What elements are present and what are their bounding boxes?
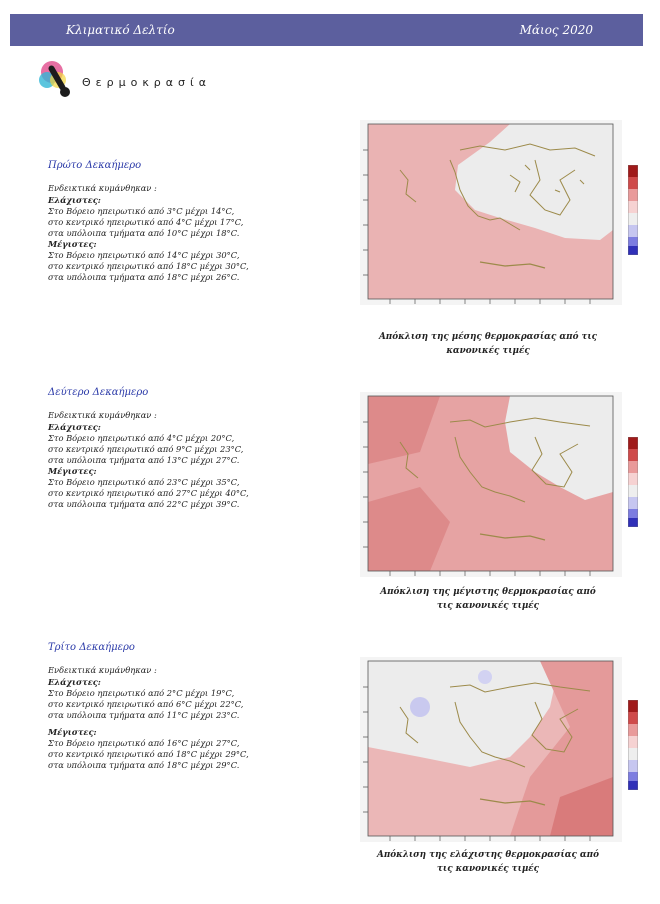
min-line: στα υπόλοιπα τμήματα από 10°C μέχρι 18°C. (48, 228, 240, 238)
intro-text: Ενδεικτικά κυμάνθηκαν : (48, 410, 157, 420)
min-line: στα υπόλοιπα τμήματα από 13°C μέχρι 27°C. (48, 455, 240, 465)
header-bar (10, 14, 643, 46)
max-line: Στο Βόρειο ηπειρωτικό από 14°C μέχρι 30°C, (48, 250, 240, 260)
max-line: στα υπόλοιπα τμήματα από 18°C μέχρι 29°C. (48, 760, 240, 770)
max-line: στα υπόλοιπα τμήματα από 18°C μέχρι 26°C. (48, 272, 240, 282)
map-caption-2: Απόκλιση της μέγιστης θερμοκρασίας από τις κανονικές τιμές (380, 587, 596, 611)
min-line: στο κεντρικό ηπειρωτικό από 9°C μέχρι 23°C, (48, 444, 244, 454)
min-line: Στο Βόρειο ηπειρωτικό από 2°C μέχρι 19°C, (48, 688, 235, 698)
color-scale-legend-1 (628, 165, 638, 255)
min-line: στα υπόλοιπα τμήματα από 11°C μέχρι 23°C. (48, 710, 240, 720)
intro-text: Ενδεικτικά κυμάνθηκαν : (48, 183, 157, 193)
max-label: Μέγιστες: (48, 239, 97, 249)
max-line: Στο Βόρειο ηπειρωτικό από 23°C μέχρι 35°C, (48, 477, 240, 487)
min-label: Ελάχιστες: (48, 195, 101, 205)
color-scale-legend-3 (628, 700, 638, 790)
max-label: Μέγιστες: (48, 466, 97, 476)
period-title: Πρώτο Δεκαήμερο (48, 160, 142, 171)
thermometer-logo-icon (38, 58, 74, 100)
period-block-1 (48, 160, 338, 283)
min-line: Στο Βόρειο ηπειρωτικό από 4°C μέχρι 20°C, (48, 433, 235, 443)
temperature-anomaly-map-2 (360, 392, 622, 577)
min-line: στο κεντρικό ηπειρωτικό από 4°C μέχρι 17°C, (48, 217, 244, 227)
max-label: Μέγιστες: (48, 727, 97, 737)
period-block-3 (48, 642, 338, 771)
period-title: Τρίτο Δεκαήμερο (48, 642, 135, 653)
min-label: Ελάχιστες: (48, 422, 101, 432)
period-block-2 (48, 387, 338, 510)
temperature-anomaly-map-3 (360, 657, 622, 842)
min-label: Ελάχιστες: (48, 677, 101, 687)
color-scale-legend-2 (628, 437, 638, 527)
min-line: στο κεντρικό ηπειρωτικό από 6°C μέχρι 22°C, (48, 699, 244, 709)
map-caption-1: Απόκλιση της μέσης θερμοκρασίας από τις κανονικές τιμές (378, 332, 598, 356)
bulletin-title: Κλιματικό Δελτίο (66, 23, 175, 37)
bulletin-month: Μάιος 2020 (519, 23, 593, 37)
section-title: Θερμοκρασία (82, 76, 211, 89)
map-caption-3: Απόκλιση της ελάχιστης θερμοκρασίας από τις κανονικές τιμές (377, 850, 599, 874)
intro-text: Ενδεικτικά κυμάνθηκαν : (48, 665, 157, 675)
min-line: Στο Βόρειο ηπειρωτικό από 3°C μέχρι 14°C, (48, 206, 235, 216)
max-line: στα υπόλοιπα τμήματα από 22°C μέχρι 39°C. (48, 499, 240, 509)
temperature-anomaly-map-1 (360, 120, 622, 305)
period-title: Δεύτερο Δεκαήμερο (48, 387, 149, 398)
max-line: στο κεντρικό ηπειρωτικό από 27°C μέχρι 40°C, (48, 488, 249, 498)
max-line: στο κεντρικό ηπειρωτικό από 18°C μέχρι 29°C, (48, 749, 249, 759)
max-line: στο κεντρικό ηπειρωτικό από 18°C μέχρι 30°C, (48, 261, 249, 271)
max-line: Στο Βόρειο ηπειρωτικό από 16°C μέχρι 27°C, (48, 738, 240, 748)
